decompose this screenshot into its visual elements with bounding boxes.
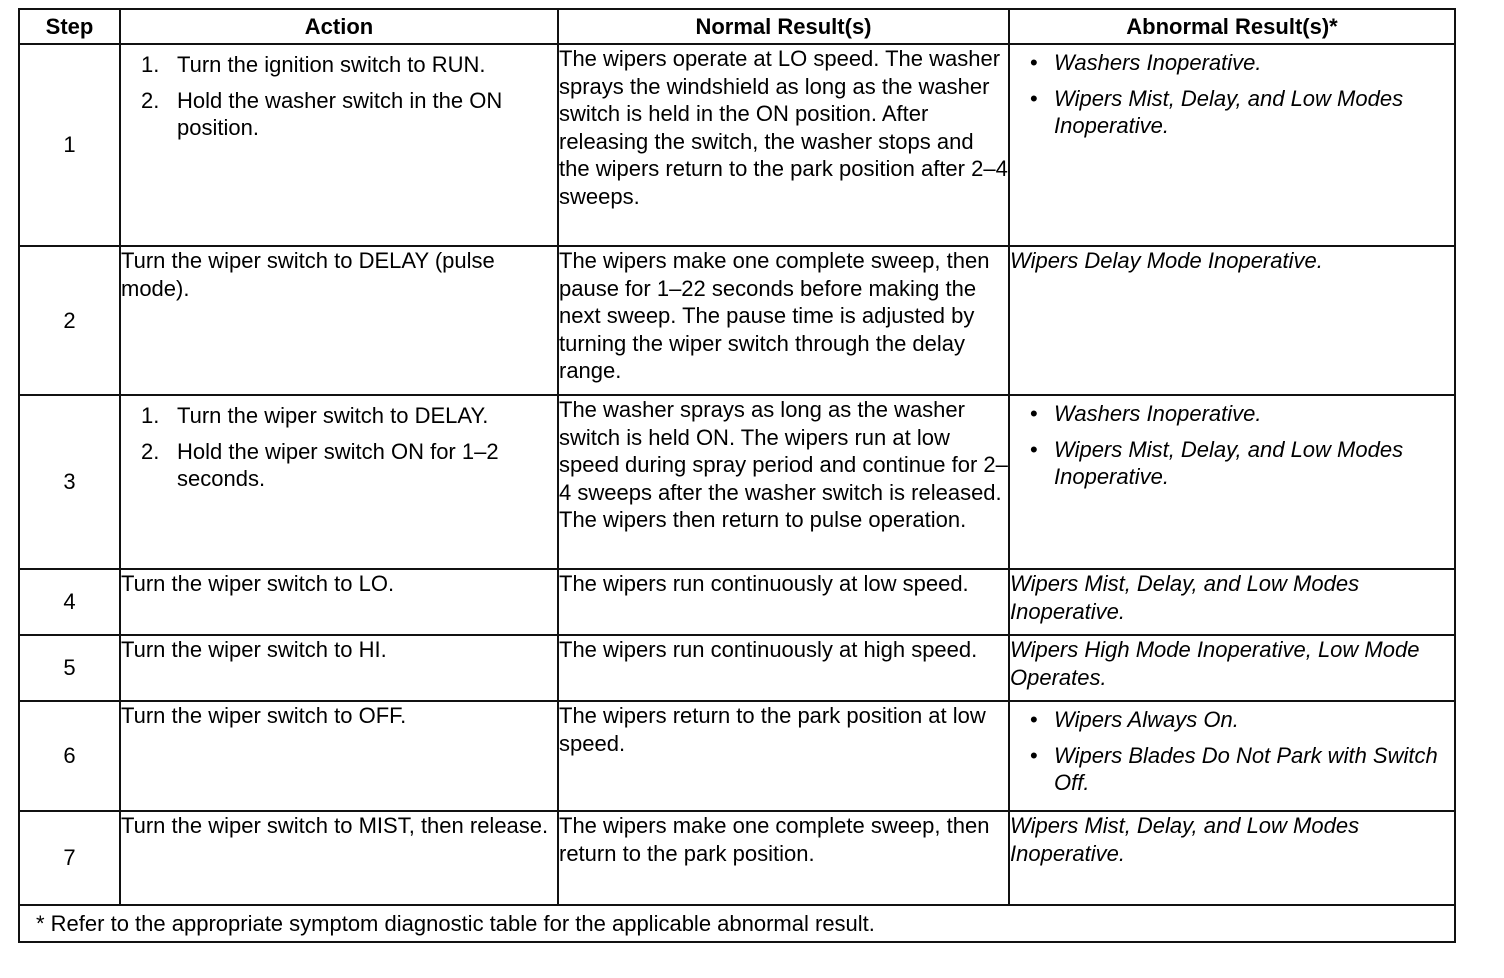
action-cell: Turn the wiper switch to HI. [120, 635, 558, 701]
bullet-icon: • [1030, 436, 1038, 462]
list-item [1030, 49, 1454, 77]
action-step [141, 51, 557, 79]
bullet-icon: • [1030, 85, 1038, 111]
header-step: Step [19, 9, 120, 44]
action-steps-list [121, 402, 557, 493]
list-item [1030, 85, 1454, 140]
abnormal-result-cell: Wipers Mist, Delay, and Low Modes Inoperative. [1009, 569, 1455, 635]
step-item-text: Hold the washer switch in the ON position. [177, 87, 503, 140]
action-step [141, 438, 557, 493]
action-cell: Turn the wiper switch to MIST, then release. [120, 811, 558, 905]
normal-result-cell: The wipers make one complete sweep, then pause for 1–22 seconds before making the next sweep. The pause time is adjusted by turning the wiper switch through the delay range. [558, 246, 1009, 395]
step-number: 6 [19, 701, 120, 811]
list-item-text: Wipers Mist, Delay, and Low Modes Inoperative. [1054, 85, 1404, 138]
list-item [1030, 400, 1454, 428]
step-item-text: Turn the wiper switch to DELAY. [177, 403, 489, 428]
abnormal-results-list [1010, 400, 1454, 491]
action-cell: Turn the wiper switch to LO. [120, 569, 558, 635]
abnormal-results-list [1010, 49, 1454, 140]
action-step [141, 402, 557, 430]
action-cell: Turn the wiper switch to DELAY (pulse mode). [120, 246, 558, 395]
step-item-text: Turn the ignition switch to RUN. [177, 52, 486, 77]
table-row [19, 701, 1455, 811]
table-header-row [19, 9, 1455, 44]
abnormal-result-cell [1009, 701, 1455, 811]
bullet-icon: • [1030, 742, 1038, 768]
step-number: 4 [19, 569, 120, 635]
bullet-icon: • [1030, 707, 1038, 732]
list-item-text: Washers Inoperative. [1054, 401, 1262, 426]
list-item [1030, 706, 1454, 734]
list-item [1030, 436, 1454, 491]
normal-result-cell: The washer sprays as long as the washer switch is held ON. The wipers run at low speed during spray period and continue for 2–4 sweeps after the washer switch is released. The wipers then return to pulse operation. [558, 395, 1009, 569]
abnormal-result-cell: Wipers Delay Mode Inoperative. [1009, 246, 1455, 395]
table-row [19, 395, 1455, 569]
step-number: 7 [19, 811, 120, 905]
step-item-number: 1. [141, 52, 160, 77]
header-action: Action [120, 9, 558, 44]
abnormal-result-cell [1009, 395, 1455, 569]
bullet-icon: • [1030, 50, 1038, 75]
normal-result-cell: The wipers operate at LO speed. The washer sprays the windshield as long as the washer switch is held in the ON position. After releasing the switch, the washer stops and the wipers return to the park position after 2–4 sweeps. [558, 44, 1009, 246]
header-abnormal-results: Abnormal Result(s)* [1009, 9, 1455, 44]
action-cell [120, 44, 558, 246]
action-cell [120, 395, 558, 569]
table-row [19, 811, 1455, 905]
step-item-number: 2. [141, 87, 160, 113]
normal-result-cell: The wipers run continuously at low speed. [558, 569, 1009, 635]
table-row [19, 569, 1455, 635]
normal-result-cell: The wipers make one complete sweep, then return to the park position. [558, 811, 1009, 905]
abnormal-result-cell: Wipers High Mode Inoperative, Low Mode Operates. [1009, 635, 1455, 701]
abnormal-result-cell: Wipers Mist, Delay, and Low Modes Inoperative. [1009, 811, 1455, 905]
abnormal-result-cell [1009, 44, 1455, 246]
table-row [19, 246, 1455, 395]
header-normal-results: Normal Result(s) [558, 9, 1009, 44]
diagnostic-table [18, 8, 1456, 943]
step-item-number: 2. [141, 438, 160, 464]
step-item-number: 1. [141, 403, 160, 428]
step-number: 5 [19, 635, 120, 701]
step-number: 3 [19, 395, 120, 569]
abnormal-results-list [1010, 706, 1454, 797]
action-step [141, 87, 557, 142]
footnote-row [19, 905, 1455, 942]
list-item-text: Wipers Blades Do Not Park with Switch Off. [1054, 742, 1438, 795]
step-item-text: Hold the wiper switch ON for 1–2 seconds. [177, 438, 499, 491]
normal-result-cell: The wipers run continuously at high speed. [558, 635, 1009, 701]
action-steps-list [121, 51, 557, 142]
table-row [19, 635, 1455, 701]
step-number: 2 [19, 246, 120, 395]
step-number: 1 [19, 44, 120, 246]
list-item [1030, 742, 1454, 797]
bullet-icon: • [1030, 401, 1038, 426]
normal-result-cell: The wipers return to the park position at low speed. [558, 701, 1009, 811]
action-cell: Turn the wiper switch to OFF. [120, 701, 558, 811]
list-item-text: Washers Inoperative. [1054, 50, 1262, 75]
table-row [19, 44, 1455, 246]
footnote: * Refer to the appropriate symptom diagnostic table for the applicable abnormal result. [19, 905, 1455, 942]
list-item-text: Wipers Always On. [1054, 707, 1239, 732]
list-item-text: Wipers Mist, Delay, and Low Modes Inoperative. [1054, 436, 1404, 489]
